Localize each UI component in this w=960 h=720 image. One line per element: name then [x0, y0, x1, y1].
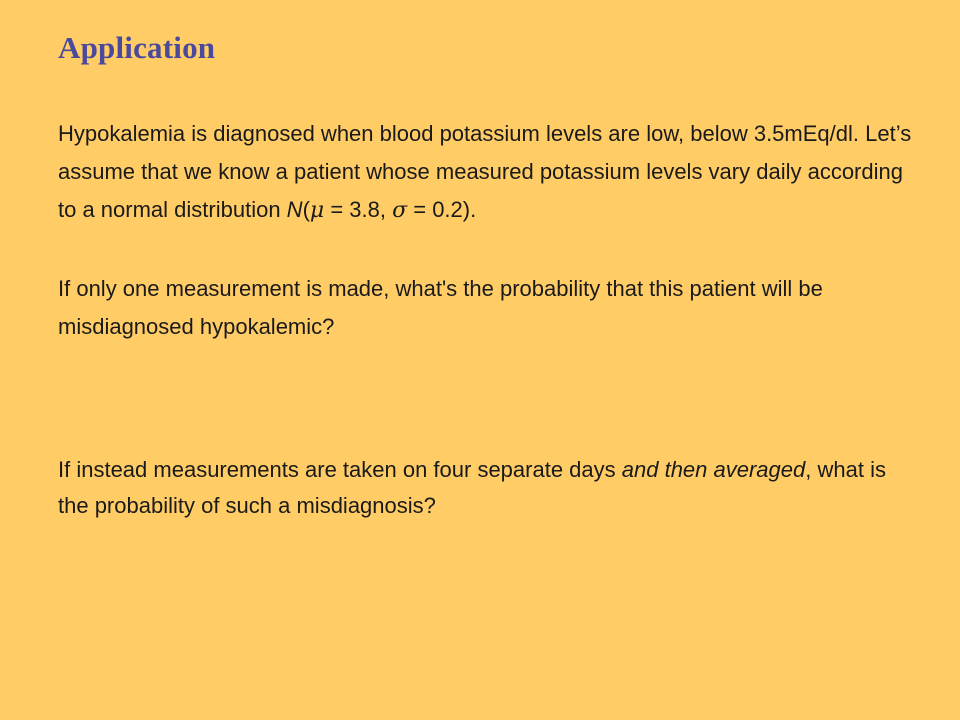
paragraph3-text-end: , what is the probability of such a misdiagnosis? [58, 457, 886, 518]
mu-symbol: μ [309, 198, 325, 223]
slide-title: Application [58, 30, 216, 65]
open-paren: ( [302, 197, 310, 222]
paragraph3-text-start: If instead measurements are taken on four separate days [58, 457, 622, 482]
mu-value: = 3.8, [324, 197, 393, 222]
paragraph-averaged-measurement-question [58, 452, 918, 524]
sigma-value: = 0.2). [407, 197, 477, 222]
paragraph3-italic-text: and then averaged [621, 457, 806, 482]
paragraph-single-measurement-question: If only one measurement is made, what's the probability that this patient will be misdiagnosed hypokalemic? [58, 276, 823, 339]
normal-distribution-symbol: N [286, 197, 303, 222]
sigma-symbol: σ [392, 198, 408, 223]
paragraph-hypokalemia-definition [58, 115, 918, 230]
paragraph1-text: Hypokalemia is diagnosed when blood potassium levels are low, below 3.5mEq/dl. Let’s assume that we know a patient whose measured potassium levels vary daily according to a normal distribution [58, 121, 912, 222]
